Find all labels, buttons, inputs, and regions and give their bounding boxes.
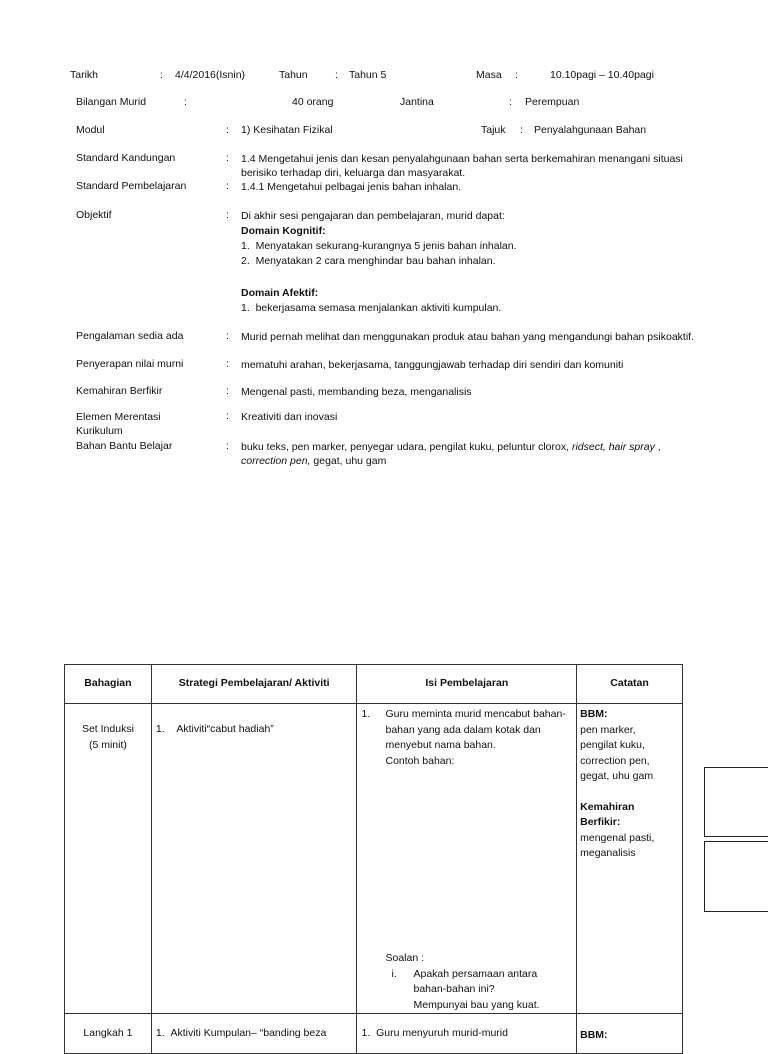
bahagian-cell	[65, 704, 152, 1014]
header-isi: Isi Pembelajaran	[357, 665, 577, 704]
colon: :	[515, 69, 518, 81]
isi-item: 1. Guru menyuruh murid-murid	[361, 1027, 508, 1039]
colon: :	[226, 385, 229, 397]
tarikh-label: Tarikh	[70, 69, 99, 81]
masa-value: 10.10pagi – 10.40pagi	[550, 69, 654, 81]
bahagian-title: Set Induksi	[81, 723, 134, 735]
masa-label: Masa	[476, 69, 502, 81]
kemahiran-title: Kemahiran	[580, 800, 635, 813]
bahagian-cell	[65, 1014, 152, 1054]
colon: :	[160, 69, 163, 81]
isi-cell	[357, 704, 577, 1014]
colon: :	[226, 180, 229, 192]
strategi-item: 1. Aktiviti“cabut hadiah”	[155, 723, 274, 735]
lesson-table	[64, 664, 683, 1054]
tahun-value: Tahun 5	[349, 69, 387, 81]
colon: :	[226, 209, 229, 221]
colon: :	[226, 152, 229, 164]
kemahiran-value: Mengenal pasti, membanding beza, menganalisis	[241, 386, 472, 398]
tarikh-value: 4/4/2016(Isnin)	[175, 69, 246, 81]
isi-item-1: 1. Guru meminta murid mencabut bahan-bahan yang ada dalam kotak dan menyebut nama bahan. Contoh bahan:	[361, 708, 566, 767]
table-row	[65, 704, 683, 1014]
afektif-item-1: 1. bekerjasama semasa menjalankan aktiviti kumpulan.	[241, 302, 502, 314]
afektif-title: Domain Afektif:	[241, 287, 319, 299]
catatan-cell	[577, 704, 683, 1014]
bbm-title: BBM:	[580, 1029, 608, 1041]
tajuk-label: Tajuk	[481, 124, 506, 136]
bahagian-time: (5 minit)	[88, 738, 127, 751]
objektif-block	[241, 209, 711, 315]
colon: :	[509, 96, 512, 108]
header-strategi: Strategi Pembelajaran/ Aktiviti	[151, 665, 357, 704]
bbm-item: pengilat kuku,	[580, 739, 645, 751]
colon: :	[335, 69, 338, 81]
header-catatan: Catatan	[577, 665, 683, 704]
colon: :	[226, 124, 229, 136]
bbm-item: gegat, uhu gam	[580, 770, 654, 782]
bilangan-value: 40 orang	[292, 96, 334, 108]
objektif-intro: Di akhir sesi pengajaran dan pembelajaran, murid dapat:	[241, 210, 505, 222]
table-header-row	[65, 665, 683, 704]
table-row	[65, 1014, 683, 1054]
colon: :	[226, 358, 229, 370]
tajuk-value: Penyalahgunaan Bahan	[534, 124, 647, 136]
side-box	[704, 767, 768, 837]
kognitif-item-1: 1. Menyatakan sekurang-kurangnya 5 jenis bahan inhalan.	[241, 240, 517, 252]
sp-value: 1.4.1 Mengetahui pelbagai jenis bahan inhalan.	[241, 181, 462, 193]
tahun-label: Tahun	[279, 69, 308, 81]
bbm-item: pen marker,	[580, 723, 636, 736]
kemahiran-item: mengenal pasti,	[580, 831, 655, 844]
kemahiran-label: Kemahiran Berfikir	[76, 385, 163, 397]
header-bahagian: Bahagian	[65, 665, 152, 704]
soalan-block: Soalan : i. Apakah persamaan antara bahan-bahan ini? Mempunyai bau yang kuat.	[385, 952, 540, 1011]
colon: :	[226, 440, 229, 452]
strategi-cell	[151, 704, 357, 1014]
bbm-title: BBM:	[580, 708, 608, 720]
kognitif-item-2: 2. Menyatakan 2 cara menghindar bau bahan inhalan.	[241, 255, 496, 267]
modul-value: 1) Kesihatan Fizikal	[241, 124, 333, 136]
bilangan-label: Bilangan Murid	[76, 96, 147, 108]
isi-cell	[357, 1014, 577, 1054]
sp-label: Standard Pembelajaran	[76, 180, 187, 192]
objektif-label: Objektif	[76, 209, 112, 221]
bahagian-title: Langkah 1	[83, 1027, 133, 1039]
pengalaman-label: Pengalaman sedia ada	[76, 330, 184, 342]
colon: :	[520, 124, 523, 136]
colon: :	[226, 410, 229, 422]
kognitif-title: Domain Kognitif:	[241, 225, 326, 237]
colon: :	[184, 96, 187, 108]
pengalaman-value: Murid pernah melihat dan menggunakan produk atau bahan yang mengandungi bahan psikoaktif.	[241, 331, 694, 343]
nilai-value: mematuhi arahan, bekerjasama, tanggungjawab terhadap diri sendiri dan komuniti	[241, 359, 624, 371]
elemen-label: Elemen Merentasi Kurikulum	[76, 411, 161, 437]
colon: :	[226, 330, 229, 342]
strategi-cell	[151, 1014, 357, 1054]
kemahiran-title-2: Berfikir:	[580, 816, 621, 828]
strategi-item: 1. Aktiviti Kumpulan– “banding beza	[155, 1027, 327, 1039]
elemen-value: Kreativiti dan inovasi	[241, 411, 338, 423]
bbm-item: correction pen,	[580, 754, 650, 767]
kemahiran-item: meganalisis	[580, 847, 636, 859]
sk-label: Standard Kandungan	[76, 152, 176, 164]
bbb-value: buku teks, pen marker, penyegar udara, pengilat kuku, peluntur clorox, ridsect, hair spray , correction pen, gegat, uhu gam	[241, 441, 661, 467]
nilai-label: Penyerapan nilai murni	[76, 358, 184, 370]
catatan-cell	[577, 1014, 683, 1054]
side-box	[704, 841, 768, 912]
jantina-value: Perempuan	[525, 96, 580, 108]
bbb-label: Bahan Bantu Belajar	[76, 440, 173, 452]
sk-value: 1.4 Mengetahui jenis dan kesan penyalahgunaan bahan serta berkemahiran menangani situasi berisiko terhadap diri, keluarga dan masyarakat.	[241, 153, 683, 179]
modul-label: Modul	[76, 124, 105, 136]
jantina-label: Jantina	[400, 96, 434, 108]
